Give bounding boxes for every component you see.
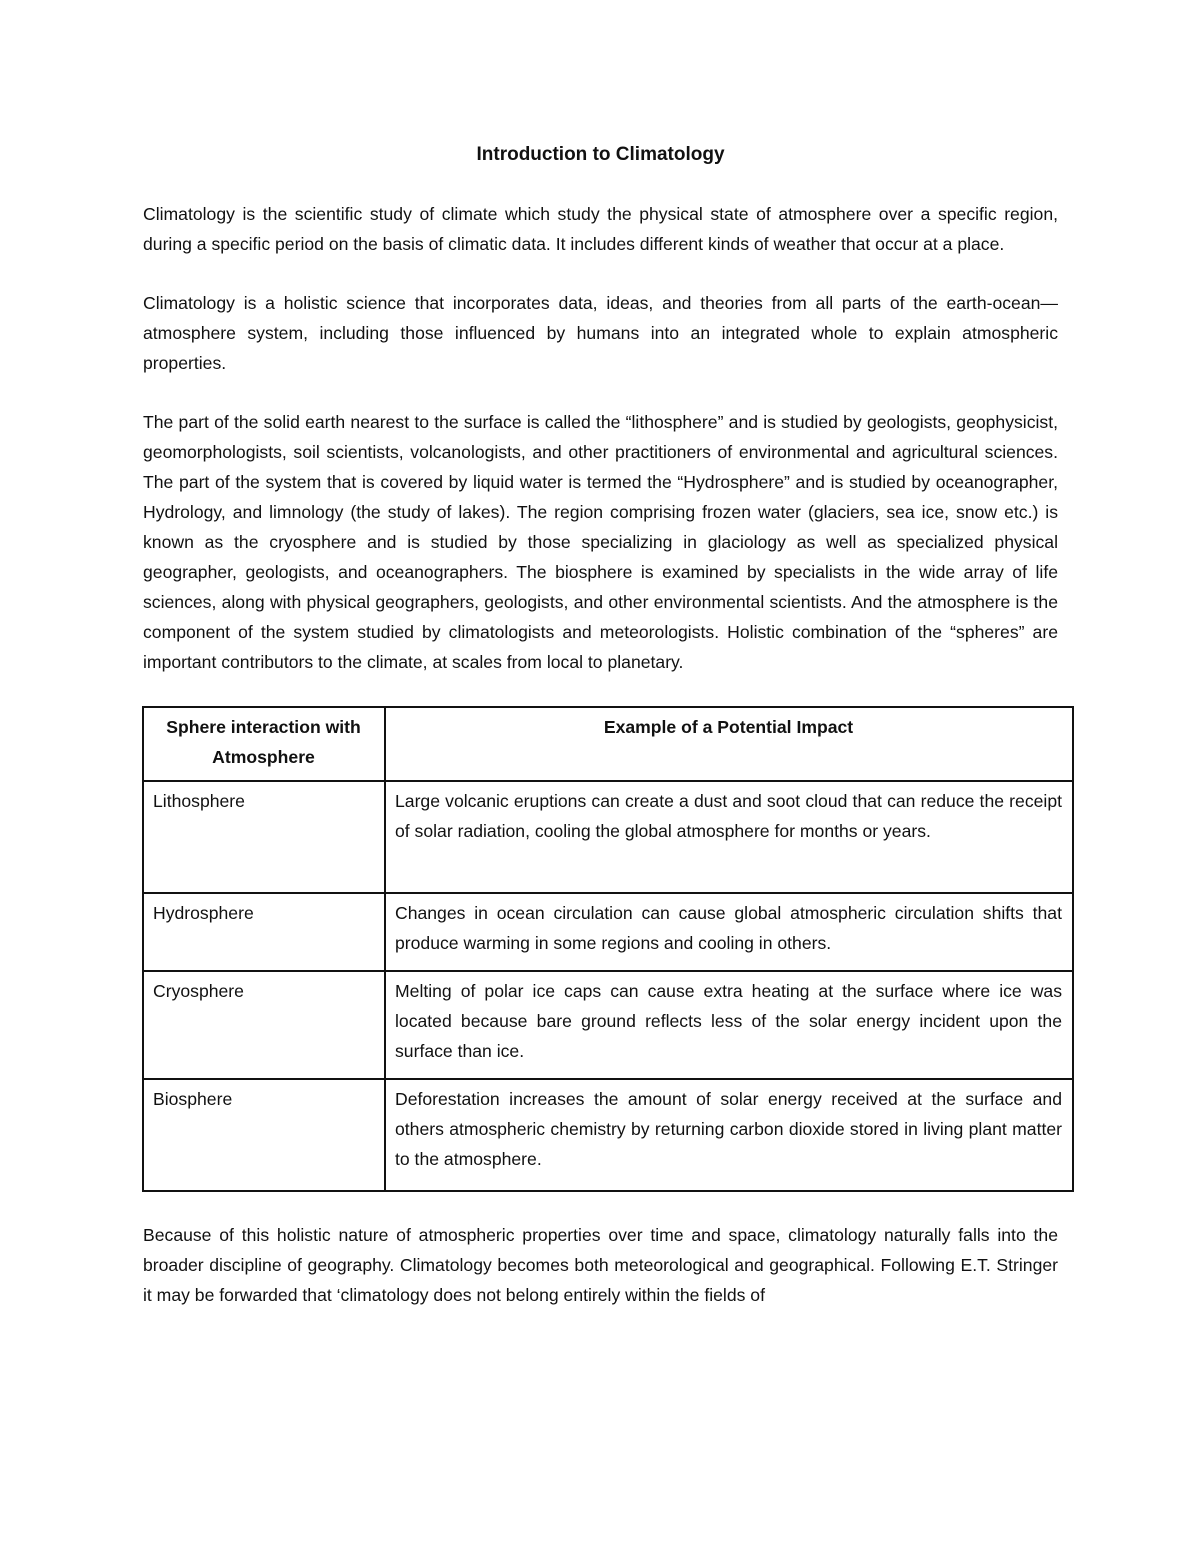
sphere-interaction-table [142, 706, 1074, 1192]
paragraph-holistic-science: Climatology is a holistic science that incorporates data, ideas, and theories from all parts of the earth-ocean—atmosphere system, including those influenced by humans into an integrated whole to explain atmospheric properties. [143, 293, 1058, 373]
table-cell-sphere: Lithosphere [143, 781, 385, 893]
table-header-impact: Example of a Potential Impact [385, 707, 1073, 781]
paragraph-closing: Because of this holistic nature of atmospheric properties over time and space, climatology naturally falls into the broader discipline of geography. Climatology becomes both meteorological and geographical. Following E.T. Stringer it may be forwarded that ‘climatology does not belong entirely within the fields of [143, 1225, 1058, 1305]
document-title: Introduction to Climatology [476, 144, 725, 165]
table-row [143, 1079, 1073, 1191]
table-cell-sphere: Hydrosphere [143, 893, 385, 971]
table-cell-impact: Deforestation increases the amount of solar energy received at the surface and others atmospheric chemistry by returning carbon dioxide stored in living plant matter to the atmosphere. [385, 1079, 1073, 1191]
table-cell-sphere: Cryosphere [143, 971, 385, 1079]
table-row [143, 781, 1073, 893]
paragraph-spheres: The part of the solid earth nearest to the surface is called the “lithosphere” and is studied by geologists, geophysicist, geomorphologists, soil scientists, volcanologists, and other practitioners of environmental and agricultural sciences. The part of the system that is covered by liquid water is termed the “Hydrosphere” and is studied by oceanographer, Hydrology, and limnology (the study of lakes). The region comprising frozen water (glaciers, sea ice, snow etc.) is known as the cryosphere and is studied by those specializing in glaciology as well as specialized physical geographer, geologists, and oceanographers. The biosphere is examined by specialists in the wide array of life sciences, along with physical geographers, geologists, and other environmental scientists. And the atmosphere is the component of the system studied by climatologists and meteorologists. Holistic combination of the “spheres” are important contributors to the climate, at scales from local to planetary. [143, 412, 1058, 672]
document-body [143, 140, 1062, 1310]
table-cell-impact: Large volcanic eruptions can create a dust and soot cloud that can reduce the receipt of solar radiation, cooling the global atmosphere for months or years. [385, 781, 1073, 893]
table-header-row [143, 707, 1073, 781]
table-cell-impact: Changes in ocean circulation can cause global atmospheric circulation shifts that produce warming in some regions and cooling in others. [385, 893, 1073, 971]
paragraph-definition: Climatology is the scientific study of climate which study the physical state of atmosphere over a specific region, during a specific period on the basis of climatic data. It includes different kinds of weather that occur at a place. [143, 204, 1058, 254]
table-row [143, 893, 1073, 971]
table-cell-sphere: Biosphere [143, 1079, 385, 1191]
table-cell-impact: Melting of polar ice caps can cause extra heating at the surface where ice was located because bare ground reflects less of the solar energy incident upon the surface than ice. [385, 971, 1073, 1079]
table-header-sphere: Sphere interaction with Atmosphere [143, 707, 385, 781]
table-row [143, 971, 1073, 1079]
